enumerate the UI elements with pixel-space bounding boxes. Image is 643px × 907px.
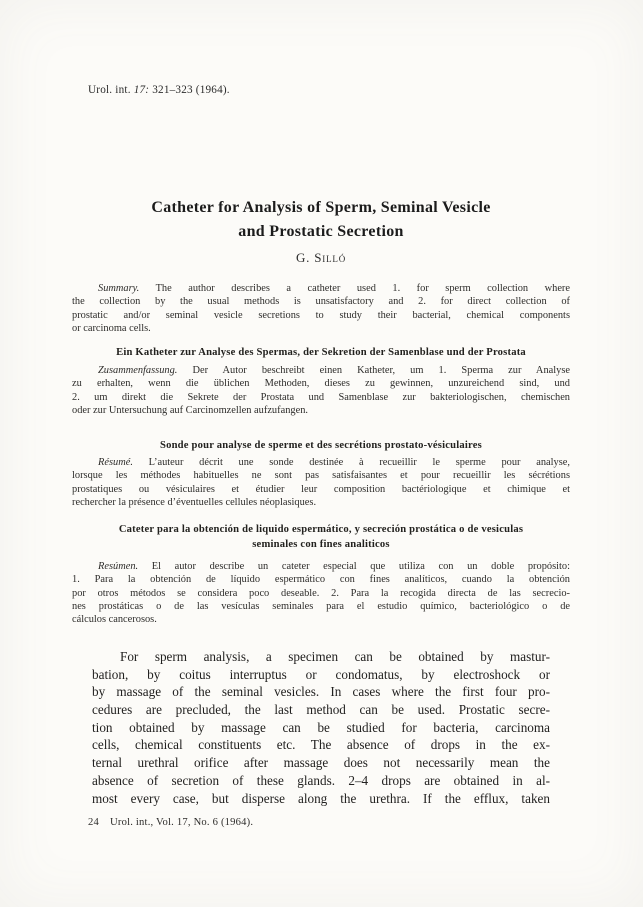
text-line — [72, 456, 570, 469]
text-line: or carcinoma cells. — [72, 322, 151, 334]
footer-citation: Urol. int., Vol. 17, No. 6 (1964). — [110, 817, 254, 828]
text-line: Sonde pour analyse de sperme et des secrétions prostato-vésiculaires — [160, 440, 482, 451]
text-line: bation, by coitus interruptus or condomatus, by electroshock or — [92, 666, 550, 682]
abstract-section-spanish — [72, 560, 570, 626]
abstract-section-english — [72, 282, 570, 335]
title-line-2: and Prostatic Secretion — [238, 222, 404, 240]
abstract-first-line-text: L’auteur décrit une sonde destinée à recueillir le sperme pour analyse, — [132, 457, 570, 468]
abstract-heading-german — [72, 346, 570, 361]
text-line: por otros métodos se considera poco deseable. 2. Para la recogida directa de las secrecio- — [72, 587, 570, 599]
text-line: oder zur Untersuchung auf Carcinomzellen aufzufangen. — [72, 404, 308, 416]
text-line: cells, chemical constituents etc. The absence of drops in the ex- — [92, 737, 550, 753]
abstract-lines — [72, 573, 570, 613]
journal-reference — [88, 84, 230, 96]
abstract-section-german — [72, 364, 570, 417]
journal-volume: 17: — [133, 84, 150, 96]
text-line: 1. Para la obtención de líquido espermático con fines analíticos, cuando la obtención — [72, 574, 570, 586]
text-line: Ein Katheter zur Analyse des Spermas, der Sekretion der Samenblase und der Prostata — [116, 347, 526, 358]
text-line: rechercher la présence d’éventuelles cellules néoplasiques. — [72, 496, 317, 508]
text-line: most every case, but disperse along the urethra. If the efflux, taken — [92, 790, 550, 806]
page-footer — [88, 817, 253, 828]
abstract-lines — [72, 377, 570, 404]
abstract-lead: Resúmen. — [98, 561, 139, 572]
title-line-1: Catheter for Analysis of Sperm, Seminal Vesicle — [151, 199, 491, 216]
paper-title — [72, 196, 570, 243]
abstract-heading-french — [72, 439, 570, 454]
text-line: prostatic and/or seminal vesicle secretions to study their bacterial, chemical components — [72, 309, 570, 321]
text-line: absence of secretion of these glands. 2–4 drops are obtained in al- — [92, 772, 550, 788]
text-line: cálculos cancerosos. — [72, 614, 157, 626]
text-line: lorsque les méthodes habituelles ne sont pas satisfaisantes et pour recueillir les sécrétions — [72, 470, 570, 482]
text-line: 2. um direkt die Sekrete der Prostata und Samenblase zur bakteriologischen, chemischen — [72, 391, 570, 403]
text-line: by massage of the seminal vesicles. In cases where the first four pro- — [92, 684, 550, 700]
text-line — [72, 364, 570, 377]
text-line: seminales con fines analiticos — [252, 538, 390, 550]
text-line: ternal urethral orifice after massage does not necessarily mean the — [92, 755, 550, 771]
abstract-section-french — [72, 456, 570, 509]
abstract-lines — [72, 295, 570, 322]
abstract-lead: Résumé. — [98, 457, 133, 468]
body-paragraph — [92, 648, 550, 807]
text-line: zu erhalten, wenn die üblichen Methoden, dieses zu gewinnen, unzureichend sind, und — [72, 378, 570, 390]
abstract-lead: Zusammenfassung. — [98, 365, 178, 376]
journal-name: Urol. int. — [88, 84, 134, 96]
journal-pages: 321–323 (1964). — [149, 84, 230, 96]
abstract-first-line-text: Der Autor beschreibt einen Katheter, um 1. Sperma zur Analyse — [177, 365, 570, 376]
text-line: prostatiques ou vésiculaires et étudier leur composition bactériologique et chimique et — [72, 483, 570, 495]
text-line: Cateter para la obtención de liquido espermático, y secreción prostática o de vesiculas — [118, 524, 524, 535]
text-line: the collection by the usual methods is unsatisfactory and 2. for direct collection of — [72, 296, 570, 308]
abstract-first-line-text: El autor describe un cateter especial que utiliza con un doble propósito: — [138, 561, 570, 572]
text-line — [72, 560, 570, 573]
author-name: G. Silló — [295, 250, 346, 265]
body-lines — [92, 666, 550, 808]
body-first-line: For sperm analysis, a specimen can be obtained by mastur- — [120, 649, 550, 664]
abstract-lead: Summary. — [98, 283, 140, 294]
page-number: 24 — [88, 817, 99, 828]
text-line: tion obtained by massage can be studied for bacteria, carcinoma — [92, 719, 550, 735]
text-line: cedures are precluded, the last method can be used. Prostatic secre- — [92, 702, 550, 718]
abstract-first-line-text: The author describes a catheter used 1. for sperm collection where — [139, 283, 570, 294]
text-line — [72, 282, 570, 295]
abstract-heading-spanish — [72, 523, 570, 552]
text-line: nes prostáticas o de las vesículas seminales para el estudio químico, bacteriológico o de — [72, 600, 570, 612]
abstract-lines — [72, 469, 570, 496]
